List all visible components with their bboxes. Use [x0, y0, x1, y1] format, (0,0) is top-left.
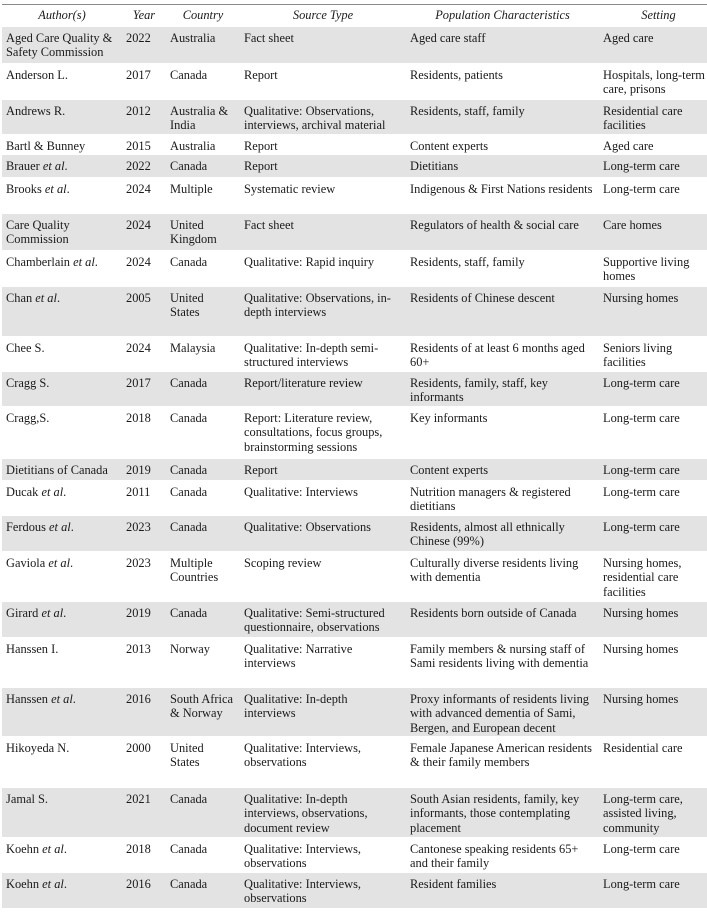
source-type-cell: Qualitative: Observations [244, 520, 371, 534]
et-al-text: et al [73, 255, 95, 269]
country-cell: Canada [170, 877, 208, 891]
author-cell [2, 27, 122, 64]
source-type-cell: Qualitative: Rapid inquiry [244, 255, 375, 269]
population-cell: Content experts [410, 463, 489, 477]
source-type-cell: Qualitative: Observations, interviews, archival material [244, 104, 386, 133]
et-al-period: . [66, 182, 70, 196]
country-cell: Australia [170, 139, 216, 153]
setting-cell: Long-term care [603, 182, 680, 196]
et-al-text: et al [42, 877, 64, 891]
source-type-cell: Scoping review [244, 556, 322, 570]
year-cell: 2024 [126, 341, 151, 355]
table-row [2, 214, 707, 251]
source-type-cell: Report [244, 68, 278, 82]
table-row [2, 372, 707, 407]
setting-cell: Nursing homes, residential care facilities [603, 556, 682, 599]
year-cell: 2023 [126, 520, 151, 534]
source-type-cell: Qualitative: In-depth interviews [244, 692, 348, 721]
et-al-period: . [63, 606, 67, 620]
author-name: Care Quality Commission [6, 218, 70, 247]
setting-cell: Long-term care [603, 877, 680, 891]
country-cell: Canada [170, 606, 208, 620]
population-cell: Female Japanese American residents & their family members [410, 741, 593, 770]
source-type-cell: Report/literature review [244, 376, 363, 390]
table-row [2, 27, 707, 64]
setting-cell: Residential care facilities [603, 104, 683, 133]
header-year: Year [132, 8, 156, 22]
studies-table [2, 4, 707, 908]
population-cell: Content experts [410, 139, 489, 153]
author-cell [2, 64, 122, 100]
population-cell: Residents of Chinese descent [410, 291, 555, 305]
setting-cell: Seniors living facilities [603, 341, 673, 370]
source-type-cell: Report [244, 463, 278, 477]
table-row [2, 788, 707, 838]
year-cell: 2000 [126, 741, 151, 755]
population-cell: Residents, patients [410, 68, 503, 82]
population-cell: Residents of at least 6 months aged 60+ [410, 341, 585, 370]
et-al-period: . [64, 159, 68, 173]
population-cell: Resident families [410, 877, 497, 891]
author-cell [2, 459, 122, 481]
country-cell: Norway [170, 642, 210, 656]
year-cell: 2016 [126, 692, 151, 706]
author-name: Dietitians of Canada [6, 463, 108, 477]
population-cell: Indigenous & First Nations residents [410, 182, 593, 196]
year-cell: 2017 [126, 376, 151, 390]
header-row [2, 5, 707, 27]
table-row [2, 552, 707, 602]
setting-cell: Long-term care [603, 842, 680, 856]
population-cell: Dietitians [410, 159, 459, 173]
author-name: Anderson L. [6, 68, 68, 82]
et-al-text: et al [35, 291, 57, 305]
setting-cell: Long-term care, assisted living, community [603, 792, 683, 835]
author-name: Chamberlain [6, 255, 70, 269]
author-cell [2, 838, 122, 873]
country-cell: Canada [170, 376, 208, 390]
source-type-cell: Qualitative: Narrative interviews [244, 642, 353, 671]
year-cell: 2019 [126, 606, 151, 620]
year-cell: 2012 [126, 104, 151, 118]
country-cell: Multiple [170, 182, 213, 196]
country-cell: United States [170, 741, 204, 770]
header-source-type: Source Type [292, 8, 354, 22]
et-al-period: . [63, 877, 67, 891]
year-cell: 2005 [126, 291, 151, 305]
setting-cell: Aged care [603, 31, 654, 45]
author-cell [2, 688, 122, 737]
et-al-period: . [63, 485, 67, 499]
author-cell [2, 552, 122, 602]
author-name: Hanssen I. [6, 642, 59, 656]
setting-cell: Hospitals, long-term care, prisons [603, 68, 705, 97]
year-cell: 2024 [126, 182, 151, 196]
author-cell [2, 287, 122, 337]
author-cell [2, 155, 122, 178]
author-cell [2, 178, 122, 214]
author-name: Gaviola [6, 556, 46, 570]
year-cell: 2016 [126, 877, 151, 891]
author-cell [2, 516, 122, 552]
author-cell [2, 214, 122, 251]
country-cell: Multiple Countries [170, 556, 219, 585]
et-al-text: et al [48, 556, 71, 570]
author-cell [2, 337, 122, 372]
table-row [2, 135, 707, 155]
population-cell: Aged care staff [410, 31, 486, 45]
source-type-cell: Qualitative: Interviews, observations [244, 842, 361, 871]
et-al-period: . [56, 291, 61, 305]
author-cell [2, 638, 122, 688]
setting-cell: Long-term care [603, 411, 680, 425]
year-cell: 2018 [126, 411, 151, 425]
source-type-cell: Systematic review [244, 182, 336, 196]
table-row [2, 100, 707, 135]
table-row [2, 287, 707, 337]
source-type-cell: Report: Literature review, consultations, focus groups, brainstorming sessions [244, 411, 383, 454]
setting-cell: Long-term care [603, 485, 680, 499]
table-row [2, 737, 707, 788]
author-cell [2, 788, 122, 838]
year-cell: 2024 [126, 255, 151, 269]
et-al-text: et al [42, 842, 64, 856]
year-cell: 2022 [126, 159, 151, 173]
author-name: Hikoyeda N. [6, 741, 70, 755]
setting-cell: Long-term care [603, 520, 680, 534]
source-type-cell: Qualitative: In-depth interviews, observations, document review [244, 792, 368, 835]
table-row [2, 407, 707, 459]
table-row [2, 178, 707, 214]
country-cell: Canada [170, 520, 208, 534]
header-population: Population Characteristics [435, 8, 570, 22]
population-cell: Residents, staff, family [410, 255, 525, 269]
country-cell: United Kingdom [170, 218, 217, 247]
setting-cell: Aged care [603, 139, 654, 153]
source-type-cell: Qualitative: Semi-structured questionnaire, observations [244, 606, 385, 635]
year-cell: 2022 [126, 31, 151, 45]
year-cell: 2017 [126, 68, 151, 82]
author-cell [2, 135, 122, 155]
table-row [2, 337, 707, 372]
author-name: Jamal S. [6, 792, 48, 806]
et-al-period: . [72, 692, 76, 706]
country-cell: Canada [170, 411, 208, 425]
et-al-text: et al [44, 182, 67, 196]
setting-cell: Nursing homes [603, 642, 679, 656]
et-al-text: et al [42, 159, 65, 173]
author-name: Koehn [6, 842, 40, 856]
source-type-cell: Qualitative: Interviews, observations [244, 741, 361, 770]
source-type-cell: Fact sheet [244, 31, 294, 45]
setting-cell: Nursing homes [603, 692, 679, 706]
year-cell: 2021 [126, 792, 151, 806]
author-name: Cragg S. [6, 376, 50, 390]
table-row [2, 155, 707, 178]
setting-cell: Care homes [603, 218, 662, 232]
year-cell: 2015 [126, 139, 151, 153]
author-name: Bartl & Bunney [6, 139, 86, 153]
country-cell: United States [170, 291, 204, 320]
setting-cell: Long-term care [603, 159, 680, 173]
source-type-cell: Qualitative: Interviews, observations [244, 877, 361, 906]
author-cell [2, 372, 122, 407]
country-cell: Canada [170, 485, 208, 499]
table-row [2, 602, 707, 638]
country-cell: Canada [170, 159, 208, 173]
table-row [2, 64, 707, 100]
et-al-text: et al [41, 485, 64, 499]
table-row [2, 688, 707, 737]
source-type-cell: Report [244, 139, 278, 153]
population-cell: Residents, almost all ethnically Chinese (99%) [410, 520, 565, 549]
country-cell: Canada [170, 463, 208, 477]
author-cell [2, 873, 122, 908]
population-cell: Proxy informants of residents living with advanced dementia of Sami, Bergen, and European decent [410, 692, 589, 735]
author-name: Chan [6, 291, 33, 305]
population-cell: Family members & nursing staff of Sami residents living with dementia [410, 642, 589, 671]
country-cell: Canada [170, 842, 208, 856]
source-type-cell: Qualitative: In-depth semi-structured interviews [244, 341, 379, 370]
author-name: Ducak [6, 485, 39, 499]
year-cell: 2019 [126, 463, 151, 477]
table-row [2, 838, 707, 873]
header-country: Country [182, 8, 224, 22]
setting-cell: Supportive living homes [603, 255, 690, 284]
year-cell: 2018 [126, 842, 151, 856]
population-cell: Residents, staff, family [410, 104, 525, 118]
population-cell: Culturally diverse residents living with dementia [410, 556, 579, 585]
source-type-cell: Qualitative: Observations, in-depth interviews [244, 291, 391, 320]
setting-cell: Long-term care [603, 376, 680, 390]
country-cell: Canada [170, 255, 208, 269]
year-cell: 2011 [126, 485, 151, 499]
et-al-text: et al [41, 606, 64, 620]
author-name: Hanssen [6, 692, 48, 706]
author-cell [2, 602, 122, 638]
country-cell: Australia [170, 31, 216, 45]
author-name: Aged Care Quality & Safety Commission [6, 31, 113, 60]
table-row [2, 459, 707, 481]
year-cell: 2023 [126, 556, 151, 570]
source-type-cell: Qualitative: Interviews [244, 485, 358, 499]
population-cell: Residents born outside of Canada [410, 606, 577, 620]
setting-cell: Nursing homes [603, 606, 679, 620]
author-name: Brooks [6, 182, 42, 196]
et-al-text: et al [51, 692, 73, 706]
header-author: Author(s) [38, 8, 86, 22]
country-cell: South Africa & Norway [170, 692, 233, 721]
author-cell [2, 481, 122, 516]
year-cell: 2024 [126, 218, 151, 232]
author-name: Ferdous [6, 520, 46, 534]
header-setting: Setting [641, 8, 676, 22]
author-cell [2, 100, 122, 135]
population-cell: Cantonese speaking residents 65+ and their family [410, 842, 579, 871]
table-row [2, 251, 707, 287]
setting-cell: Residential care [603, 741, 683, 755]
year-cell: 2013 [126, 642, 151, 656]
author-name: Andrews R. [6, 104, 66, 118]
et-al-text: et al [49, 520, 71, 534]
population-cell: Key informants [410, 411, 488, 425]
country-cell: Canada [170, 68, 208, 82]
et-al-period: . [70, 520, 74, 534]
author-name: Chee S. [6, 341, 45, 355]
et-al-period: . [63, 842, 67, 856]
population-cell: Residents, family, staff, key informants [410, 376, 548, 405]
table-row [2, 638, 707, 688]
table-row [2, 481, 707, 516]
population-cell: South Asian residents, family, key informants, those contemplating placement [410, 792, 580, 835]
country-cell: Malaysia [170, 341, 216, 355]
author-name: Koehn [6, 877, 40, 891]
population-cell: Nutrition managers & registered dietitians [410, 485, 571, 514]
et-al-period: . [94, 255, 98, 269]
table-row [2, 516, 707, 552]
table-row [2, 873, 707, 908]
source-type-cell: Fact sheet [244, 218, 294, 232]
population-cell: Regulators of health & social care [410, 218, 579, 232]
author-name: Brauer [6, 159, 40, 173]
author-name: Cragg,S. [6, 411, 50, 425]
setting-cell: Nursing homes [603, 291, 679, 305]
et-al-period: . [70, 556, 74, 570]
setting-cell: Long-term care [603, 463, 680, 477]
country-cell: Australia & India [170, 104, 229, 133]
author-name: Girard [6, 606, 39, 620]
table-body [2, 27, 707, 908]
author-cell [2, 407, 122, 459]
author-cell [2, 251, 122, 287]
source-type-cell: Report [244, 159, 278, 173]
author-cell [2, 737, 122, 788]
country-cell: Canada [170, 792, 208, 806]
